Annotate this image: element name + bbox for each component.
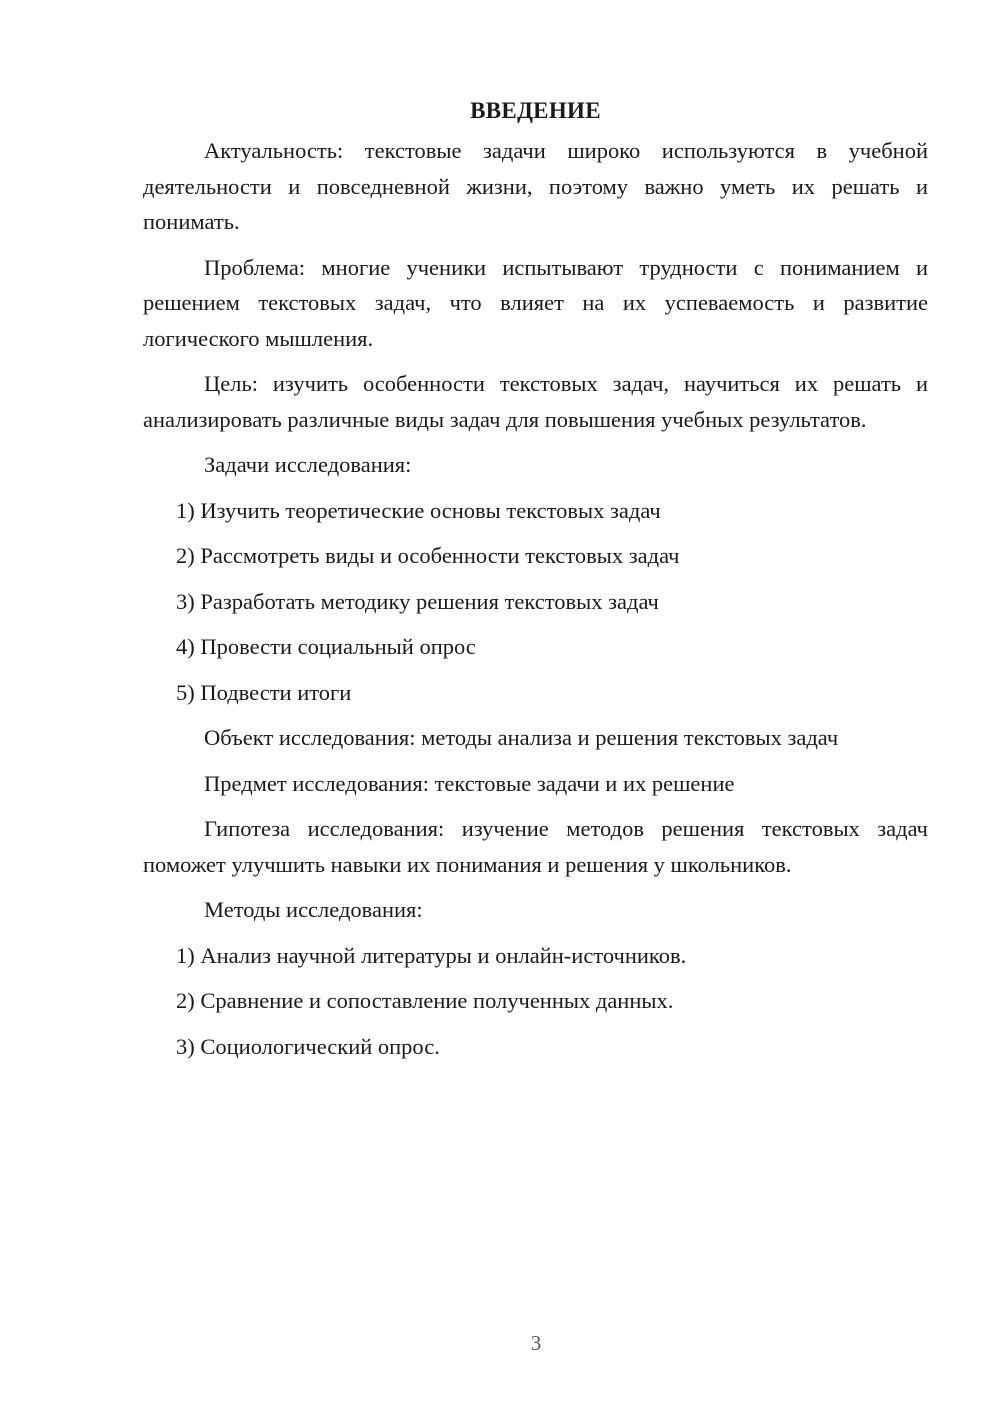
problem-paragraph: Проблема: многие ученики испытывают трудности с пониманием и решением текстовых задач, что влияет на их успеваемость и развитие логического мышления. (143, 254, 928, 351)
goal-paragraph: Цель: изучить особенности текстовых задач, научиться их решать и анализировать различные виды задач для повышения учебных результатов. (143, 371, 928, 432)
task-item: 5) Подвести итоги (176, 679, 352, 705)
subject-paragraph: Предмет исследования: текстовые задачи и их решение (204, 770, 735, 796)
method-item: 3) Социологический опрос. (176, 1033, 440, 1059)
task-item: 2) Рассмотреть виды и особенности текстовых задач (176, 543, 680, 568)
relevance-paragraph: Актуальность: текстовые задачи широко используются в учебной деятельности и повседневной жизни, поэтому важно уметь их решать и понимать. (143, 138, 928, 234)
page-title: ВВЕДЕНИЕ (470, 98, 601, 123)
method-item: 1) Анализ научной литературы и онлайн-источников. (176, 942, 687, 968)
task-item: 1) Изучить теоретические основы текстовых задач (176, 497, 661, 523)
hypothesis-paragraph: Гипотеза исследования: изучение методов решения текстовых задач поможет улучшить навыки их понимания и решения у школьников. (143, 816, 928, 877)
task-item: 3) Разработать методику решения текстовых задач (176, 588, 659, 614)
tasks-heading: Задачи исследования: (204, 452, 412, 477)
document-page (143, 93, 928, 1074)
methods-heading: Методы исследования: (204, 897, 423, 922)
object-paragraph: Объект исследования: методы анализа и решения текстовых задач (204, 725, 839, 750)
method-item: 2) Сравнение и сопоставление полученных данных. (176, 988, 674, 1013)
task-item: 4) Провести социальный опрос (176, 634, 476, 659)
page-number: 3 (530, 1331, 542, 1355)
